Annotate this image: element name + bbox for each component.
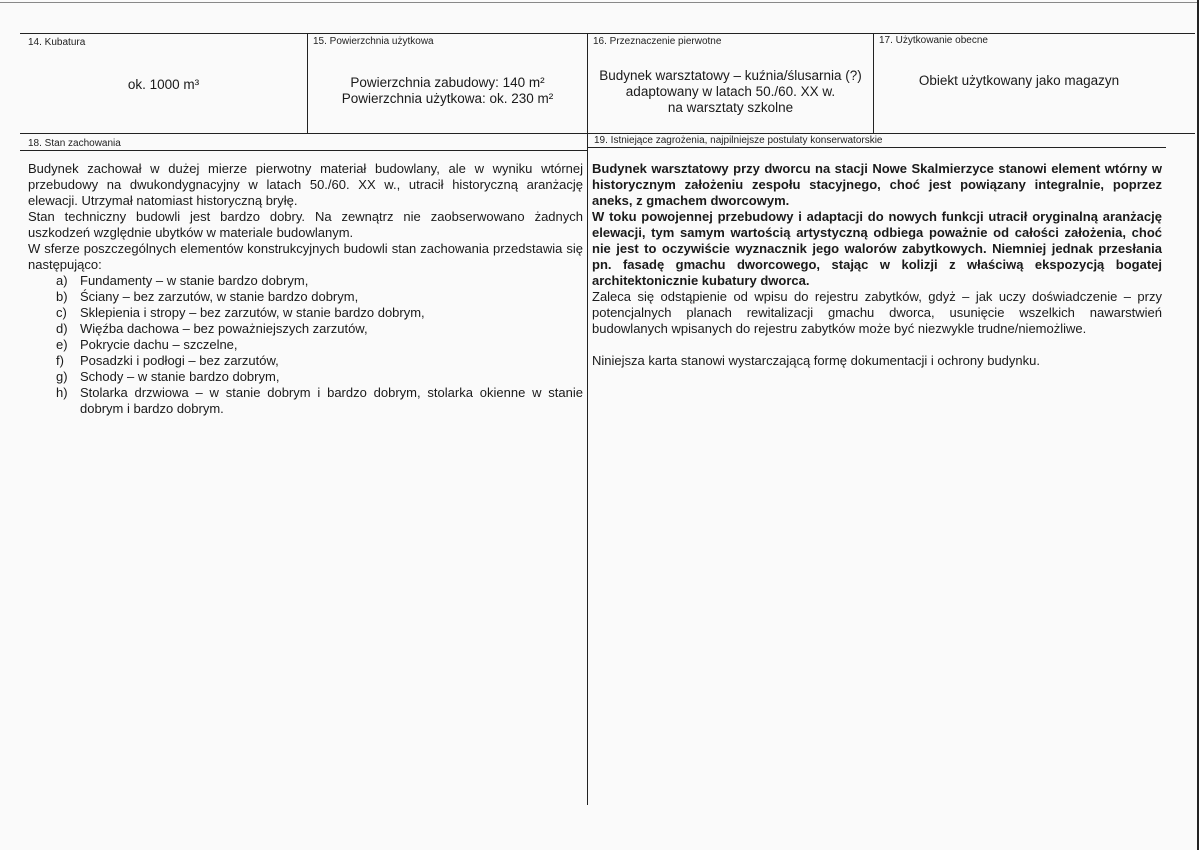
row1-top-border [20, 33, 1195, 34]
cell-value [308, 75, 587, 107]
list-item [28, 305, 583, 321]
bold-block [592, 161, 1162, 289]
scan-edge [0, 2, 1199, 3]
col-divider-2 [587, 33, 588, 805]
list-item [28, 321, 583, 337]
paragraph: Stan techniczny budowli jest bardzo dobry. Na zewnątrz nie zaobserwowano żadnych uszkodzeń względnie ubytków w materiale budowlanym. [28, 209, 583, 240]
cell-label: 17. Użytkowanie obecne [879, 35, 988, 46]
condition-list [28, 273, 583, 417]
value-line: Obiekt użytkowany jako magazyn [918, 73, 1120, 88]
list-item [28, 353, 583, 369]
value-line: ok. 1000 m³ [127, 77, 200, 92]
list-marker: a) [56, 273, 68, 288]
value-line: adaptowany w latach 50./60. XX w. [625, 84, 836, 99]
section-body [592, 161, 1162, 369]
list-text: Fundamenty – w stanie bardzo dobrym, [80, 273, 309, 288]
cell-value [874, 73, 1164, 89]
value-line: Powierzchnia zabudowy: 140 m² [350, 75, 545, 90]
paragraph: Budynek zachował w dużej mierze pierwotny materiał budowlany, ale w wyniku wtórnej przebudowy na dwukondygnacyjny w latach 50./60. XX w., utracił historyczną aranżację elewacji. Utrzymał natomiast historyczną bryłę. [28, 161, 583, 208]
paragraph: Niniejsza karta stanowi wystarczającą formę dokumentacji i ochrony budynku. [592, 353, 1040, 368]
value-line: Budynek warsztatowy – kuźnia/ślusarnia (?) [599, 68, 862, 83]
list-marker: b) [56, 289, 68, 304]
cell-label: 15. Powierzchnia użytkowa [313, 36, 434, 47]
list-item [28, 273, 583, 289]
list-text: Sklepienia i stropy – bez zarzutów, w stanie bardzo dobrym, [80, 305, 425, 320]
list-text: Posadzki i podłogi – bez zarzutów, [80, 353, 279, 368]
row1-bottom-border [20, 133, 1195, 134]
value-line: na warsztaty szkolne [667, 100, 794, 115]
list-marker: f) [56, 353, 64, 368]
list-item [28, 369, 583, 385]
list-marker: g) [56, 369, 68, 384]
cell-label: 16. Przeznaczenie pierwotne [593, 36, 722, 47]
cell-value [20, 77, 307, 93]
list-item [28, 289, 583, 305]
list-text: Stolarka drzwiowa – w stanie dobrym i bardzo dobrym, stolarka okienne w stanie dobrym i bardzo dobrym. [80, 385, 583, 416]
row2-left-label-border [20, 150, 587, 151]
list-text: Pokrycie dachu – szczelne, [80, 337, 238, 352]
section-label: 19. Istniejące zagrożenia, najpilniejsze postulaty konserwatorskie [594, 135, 883, 146]
row2-right-label-border [588, 147, 1166, 148]
paragraph: W sferze poszczególnych elementów konstrukcyjnych budowli stan zachowania przedstawia się następująco: [28, 241, 583, 272]
paragraph-bold: W toku powojennej przebudowy i adaptacji do nowych funkcji utracił oryginalną aranżację elewacji, tym samym wartością artystyczną odbiega poważnie od całości założenia, choć nie jest to oczywiście wyznacznik jego walorów zabytkowych. Niemniej jednak przesłania pn. fasadę gmachu dworcowego, stając w kolizji z właściwą ekspozycją bogatej architektonicznie kubatury dworca. [592, 209, 1162, 288]
section-body [28, 161, 583, 417]
list-text: Ściany – bez zarzutów, w stanie bardzo dobrym, [80, 289, 359, 304]
paragraph-bold: Budynek warsztatowy przy dworcu na stacji Nowe Skalmierzyce stanowi element wtórny w historycznym założeniu zespołu stacyjnego, choć jest powiązany integralnie, poprzez aneks, z gmachem dworcowym. [592, 161, 1162, 208]
list-item [28, 385, 583, 417]
list-item [28, 337, 583, 353]
list-marker: e) [56, 337, 68, 352]
list-text: Schody – w stanie bardzo dobrym, [80, 369, 280, 384]
list-marker: c) [56, 305, 67, 320]
cell-value [588, 68, 873, 116]
value-line: Powierzchnia użytkowa: ok. 230 m² [341, 91, 554, 106]
list-marker: h) [56, 385, 68, 400]
list-marker: d) [56, 321, 68, 336]
spacer [592, 337, 1162, 353]
cell-label: 14. Kubatura [28, 37, 86, 48]
list-text: Więźba dachowa – bez poważniejszych zarzutów, [80, 321, 368, 336]
paragraph: Zaleca się odstąpienie od wpisu do rejestru zabytków, gdyż – jak uczy doświadczenie – przy potencjalnych planach rewitalizacji gmachu dworca, usunięcie wszelkich nawarstwień budowlanych wpisanych do rejestru zabytków może być niezwykle trudne/niemożliwe. [592, 289, 1162, 336]
section-label: 18. Stan zachowania [28, 138, 121, 149]
